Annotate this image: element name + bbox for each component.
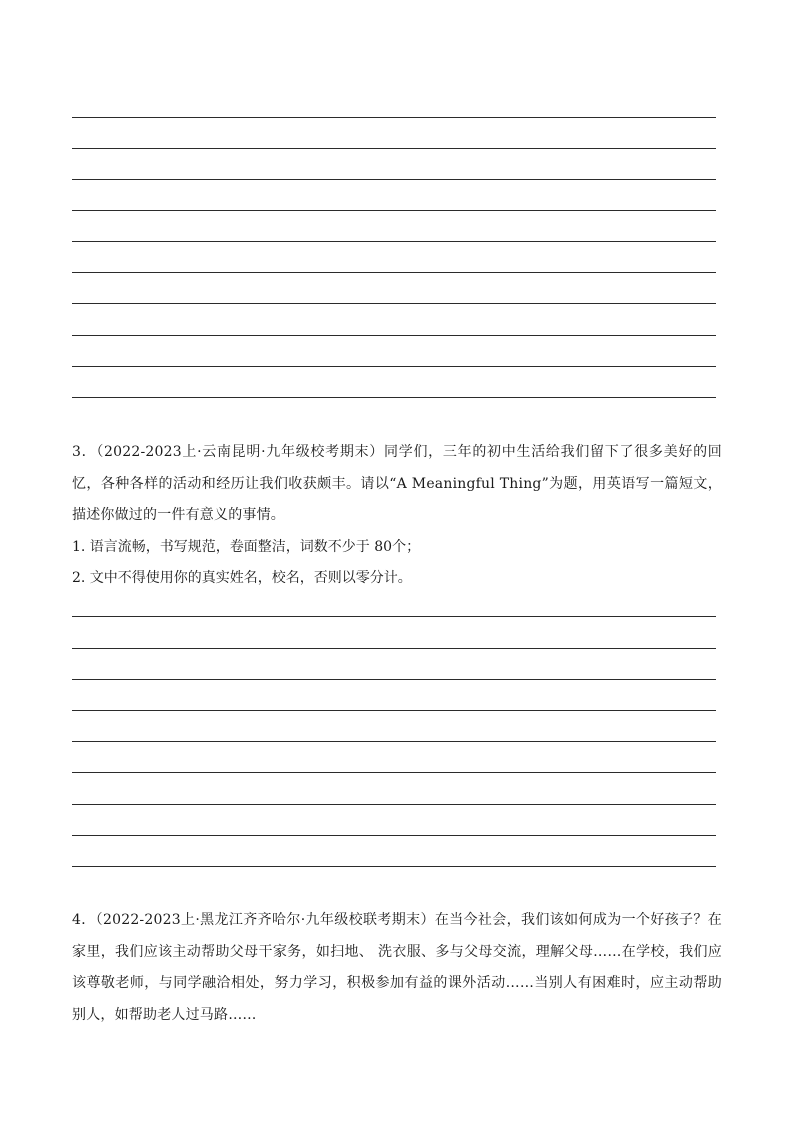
answer-line xyxy=(72,772,716,773)
answer-line xyxy=(72,210,716,211)
question-4-prompt: 4．（2022-2023上·黑龙江齐齐哈尔·九年级校联考期末）在当今社会，我们该如何成为一个好孩子？在家里，我们应该主动帮助父母干家务，如扫地、 洗衣服、多与父母交流，理解父母……在学校，我们应该尊敬老师，与同学融洽相处，努力学习，积极参加有益的课外活动……当别人有困难时，应主动帮助别人，如帮助老人过马路…… xyxy=(72,912,722,1023)
answer-line xyxy=(72,397,716,398)
question-3-prompt: 3．（2022-2023上·云南昆明·九年级校考期末）同学们，三年的初中生活给我们留下了很多美好的回忆，各种各样的活动和经历让我们收获颇丰。请以“A Meaningful Thing”为题，用英语写一篇短文，描述你做过的一件有意义的事情。 xyxy=(72,444,722,523)
answer-line xyxy=(72,866,716,867)
answer-line xyxy=(72,616,716,617)
answer-line xyxy=(72,179,716,180)
answer-line xyxy=(72,148,716,149)
answer-line xyxy=(72,335,716,336)
answer-line xyxy=(72,303,716,304)
answer-line xyxy=(72,366,716,367)
answer-line xyxy=(72,741,716,742)
question-4 xyxy=(72,905,722,1031)
question-3 xyxy=(72,437,722,594)
answer-line xyxy=(72,679,716,680)
answer-line xyxy=(72,272,716,273)
answer-line xyxy=(72,804,716,805)
answer-line xyxy=(72,117,716,118)
answer-line xyxy=(72,648,716,649)
question-3-requirement-2: 2. 文中不得使用你的真实姓名，校名，否则以零分计。 xyxy=(72,569,412,586)
answer-line xyxy=(72,710,716,711)
answer-line xyxy=(72,835,716,836)
answer-line xyxy=(72,241,716,242)
question-3-requirement-1: 1. 语言流畅，书写规范，卷面整洁，词数不少于 80个； xyxy=(72,538,421,555)
